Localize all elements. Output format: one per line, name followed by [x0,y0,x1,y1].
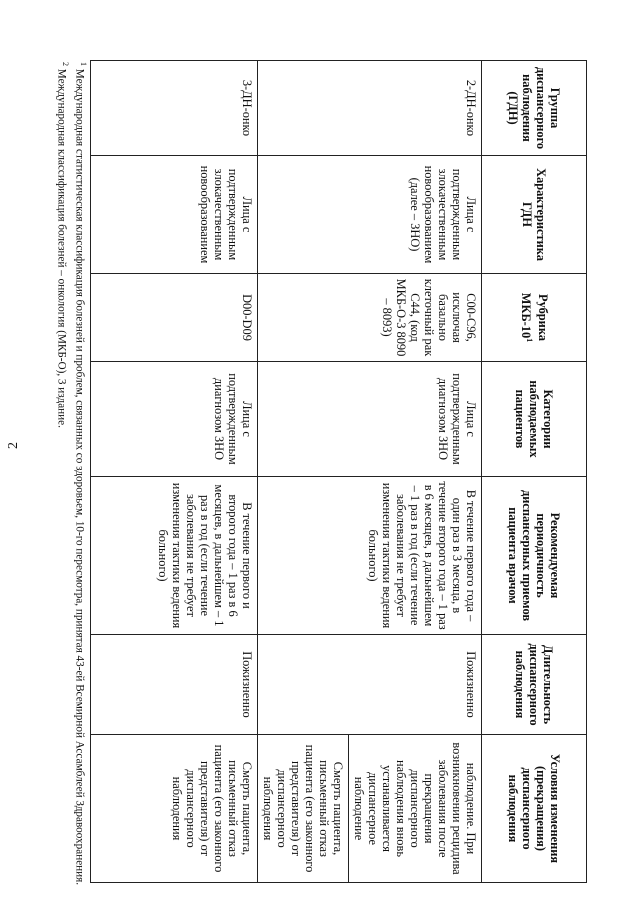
cell-duration: Пожизненно [91,635,258,735]
cell-group: 2-ДН-онко [258,61,482,156]
cell-characteristic: Лица с подтвержденным злокачественным новообразованием (далее – ЗНО) [258,156,482,274]
cell-icd: C00-C96, исключая базально клеточный рак C44, (код МКБ-О-3 8090 – 8093) [258,274,482,362]
carryover-conditions: наблюдение. При возникновении рецидива заболевания после прекращения диспансерного наблюдения вновь устанавливается диспансерное наблюдение [352,742,478,875]
cell-conditions: Смерть пациента, письменный отказ пациента (его законного представителя) от диспансерного наблюдения [91,735,258,883]
footnote-2: $^2$ Международная классификация болезней – онкология (МКБ-О), 3 издание. [55,62,71,428]
header-categories: Категории наблюдаемых пациентов [482,362,587,477]
cell-frequency: В течение первого года – один раз в 3 месяца, в течение второго года – 1 раз в 6 месяцев, в дальнейшем – 1 раз в год (если течение заболевания не требует изменения тактики ведения больного) [258,477,482,635]
cell-categories: Лица с подтвержденным диагнозом ЗНО [91,362,258,477]
footnote-1: $^1$ Международная статистическая классификация болезней и проблем, связанных со здоровьем, 10-го пересмотра, принятая 43-ей Всемирной Ассамблеей Здравоохранения. [73,62,88,886]
dispensary-table [90,60,587,883]
header-duration: Длительность диспансерного наблюдения [482,635,587,735]
cell-duration: Пожизненно [258,635,482,735]
header-characteristic: Характеристика ГДН [482,156,587,274]
cell-frequency: В течение первого и второго года – 1 раз в 6 месяцев, в дальнейшем – 1 раз в год (если течение заболевания не требует изменения тактики ведения больного) [91,477,258,635]
conditions-text: Смерть пациента, письменный отказ пациента (его законного представителя) от диспансерного наблюдения [261,735,349,882]
cell-icd: D00-D09 [91,274,258,362]
footnotes [55,62,90,892]
header-frequency: Рекомендуемая периодичность диспансерных приемов пациента врачом [482,477,587,635]
table-row [91,61,258,883]
cell-conditions [258,735,482,883]
cell-categories: Лица с подтвержденным диагнозом ЗНО [258,362,482,477]
cell-characteristic: Лица с подтвержденным злокачественным новообразованием [91,156,258,274]
header-group: Группа диспансерного наблюдения (ГДН) [482,61,587,156]
cell-group: 3-ДН-онко [91,61,258,156]
header-icd: Рубрика МКБ-$10^1$ [482,274,587,362]
table-header-row [482,61,587,883]
table-row [258,61,482,883]
header-conditions: Условия изменения (прекращения) диспансерного наблюдения [482,735,587,883]
page-number: 2 [6,442,21,449]
